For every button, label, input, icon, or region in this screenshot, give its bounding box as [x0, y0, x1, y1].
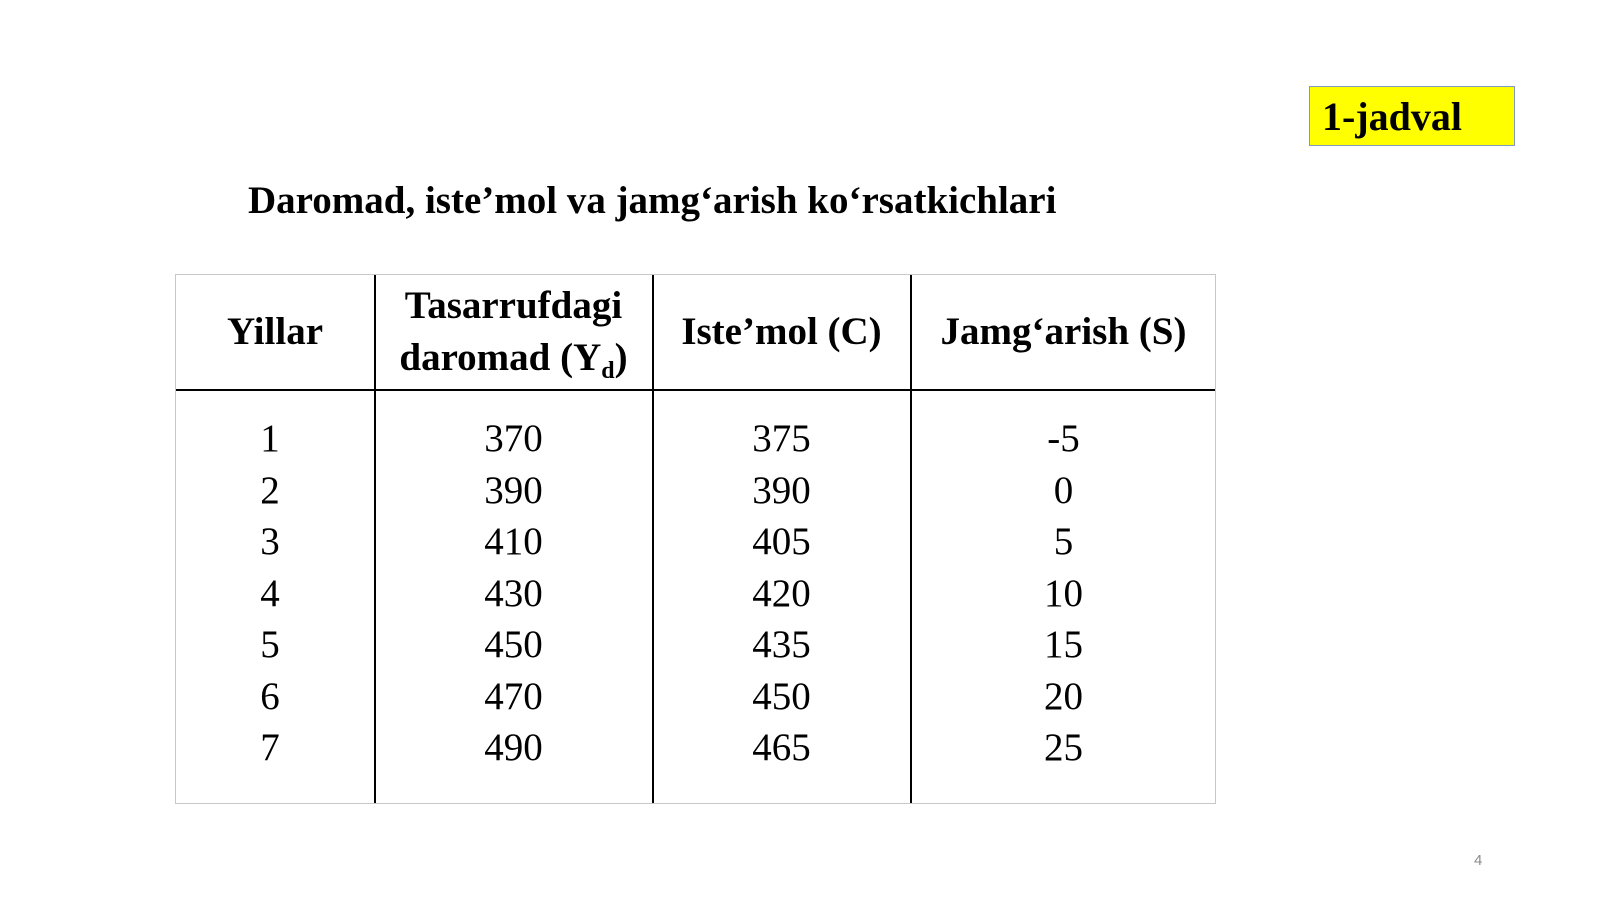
- header-income: [375, 275, 652, 389]
- table-cell-saving: 0: [1053, 468, 1074, 512]
- table-cell-year: 2: [260, 468, 280, 512]
- table-cell-consumption: 450: [752, 674, 811, 718]
- column-years: [176, 413, 364, 774]
- table-cell-year: 5: [260, 623, 280, 666]
- table-cell-year: 3: [260, 520, 280, 563]
- table-cell-consumption: 465: [752, 726, 811, 769]
- table-cell-income: 490: [484, 726, 543, 769]
- subscript-d: d: [601, 358, 615, 384]
- table-cell-income: 470: [484, 674, 543, 718]
- table-cell-consumption: 390: [752, 468, 811, 512]
- badge-label: 1-jadval: [1322, 94, 1462, 139]
- table-cell-consumption: 420: [752, 571, 811, 615]
- column-consumption: [653, 413, 910, 774]
- table-cell-income: 370: [484, 417, 543, 460]
- header-saving: Jamg‘arish (S): [940, 310, 1187, 353]
- table-cell-year: 7: [260, 726, 280, 769]
- table-cell-saving: 20: [1044, 674, 1083, 718]
- table-cell-saving: 15: [1044, 623, 1083, 666]
- header-income-line2: daromad $(Y_d)$: [399, 336, 628, 384]
- data-table: [175, 274, 1216, 804]
- column-saving: [911, 413, 1216, 774]
- table-cell-income: 390: [484, 468, 543, 512]
- table-cell-income: 450: [484, 623, 543, 666]
- table-cell-saving: 10: [1044, 571, 1083, 615]
- page-number: 4: [1474, 852, 1483, 869]
- table-cell-income: 430: [484, 571, 543, 615]
- table-cell-consumption: 435: [752, 623, 811, 666]
- column-income: [375, 413, 652, 774]
- header-divider: [176, 389, 1215, 391]
- header-income-line1: Tasarrufdagi: [404, 284, 623, 327]
- table-cell-consumption: 375: [752, 417, 811, 460]
- table-cell-year: 6: [260, 674, 280, 718]
- table-cell-saving: -5: [1047, 417, 1080, 460]
- table-cell-year: 1: [260, 417, 280, 460]
- table-cell-year: 4: [260, 571, 280, 615]
- table-cell-saving: 5: [1053, 520, 1074, 563]
- table-number-badge: [1309, 86, 1515, 146]
- table-cell-income: 410: [484, 520, 543, 563]
- page-title: Daromad, iste’mol va jamg‘arish ko‘rsatkichlari: [248, 179, 1057, 222]
- table-cell-consumption: 405: [752, 520, 811, 563]
- header-years: Yillar: [226, 310, 324, 353]
- header-consumption: Iste’mol (C): [681, 310, 882, 353]
- table-cell-saving: 25: [1044, 726, 1083, 769]
